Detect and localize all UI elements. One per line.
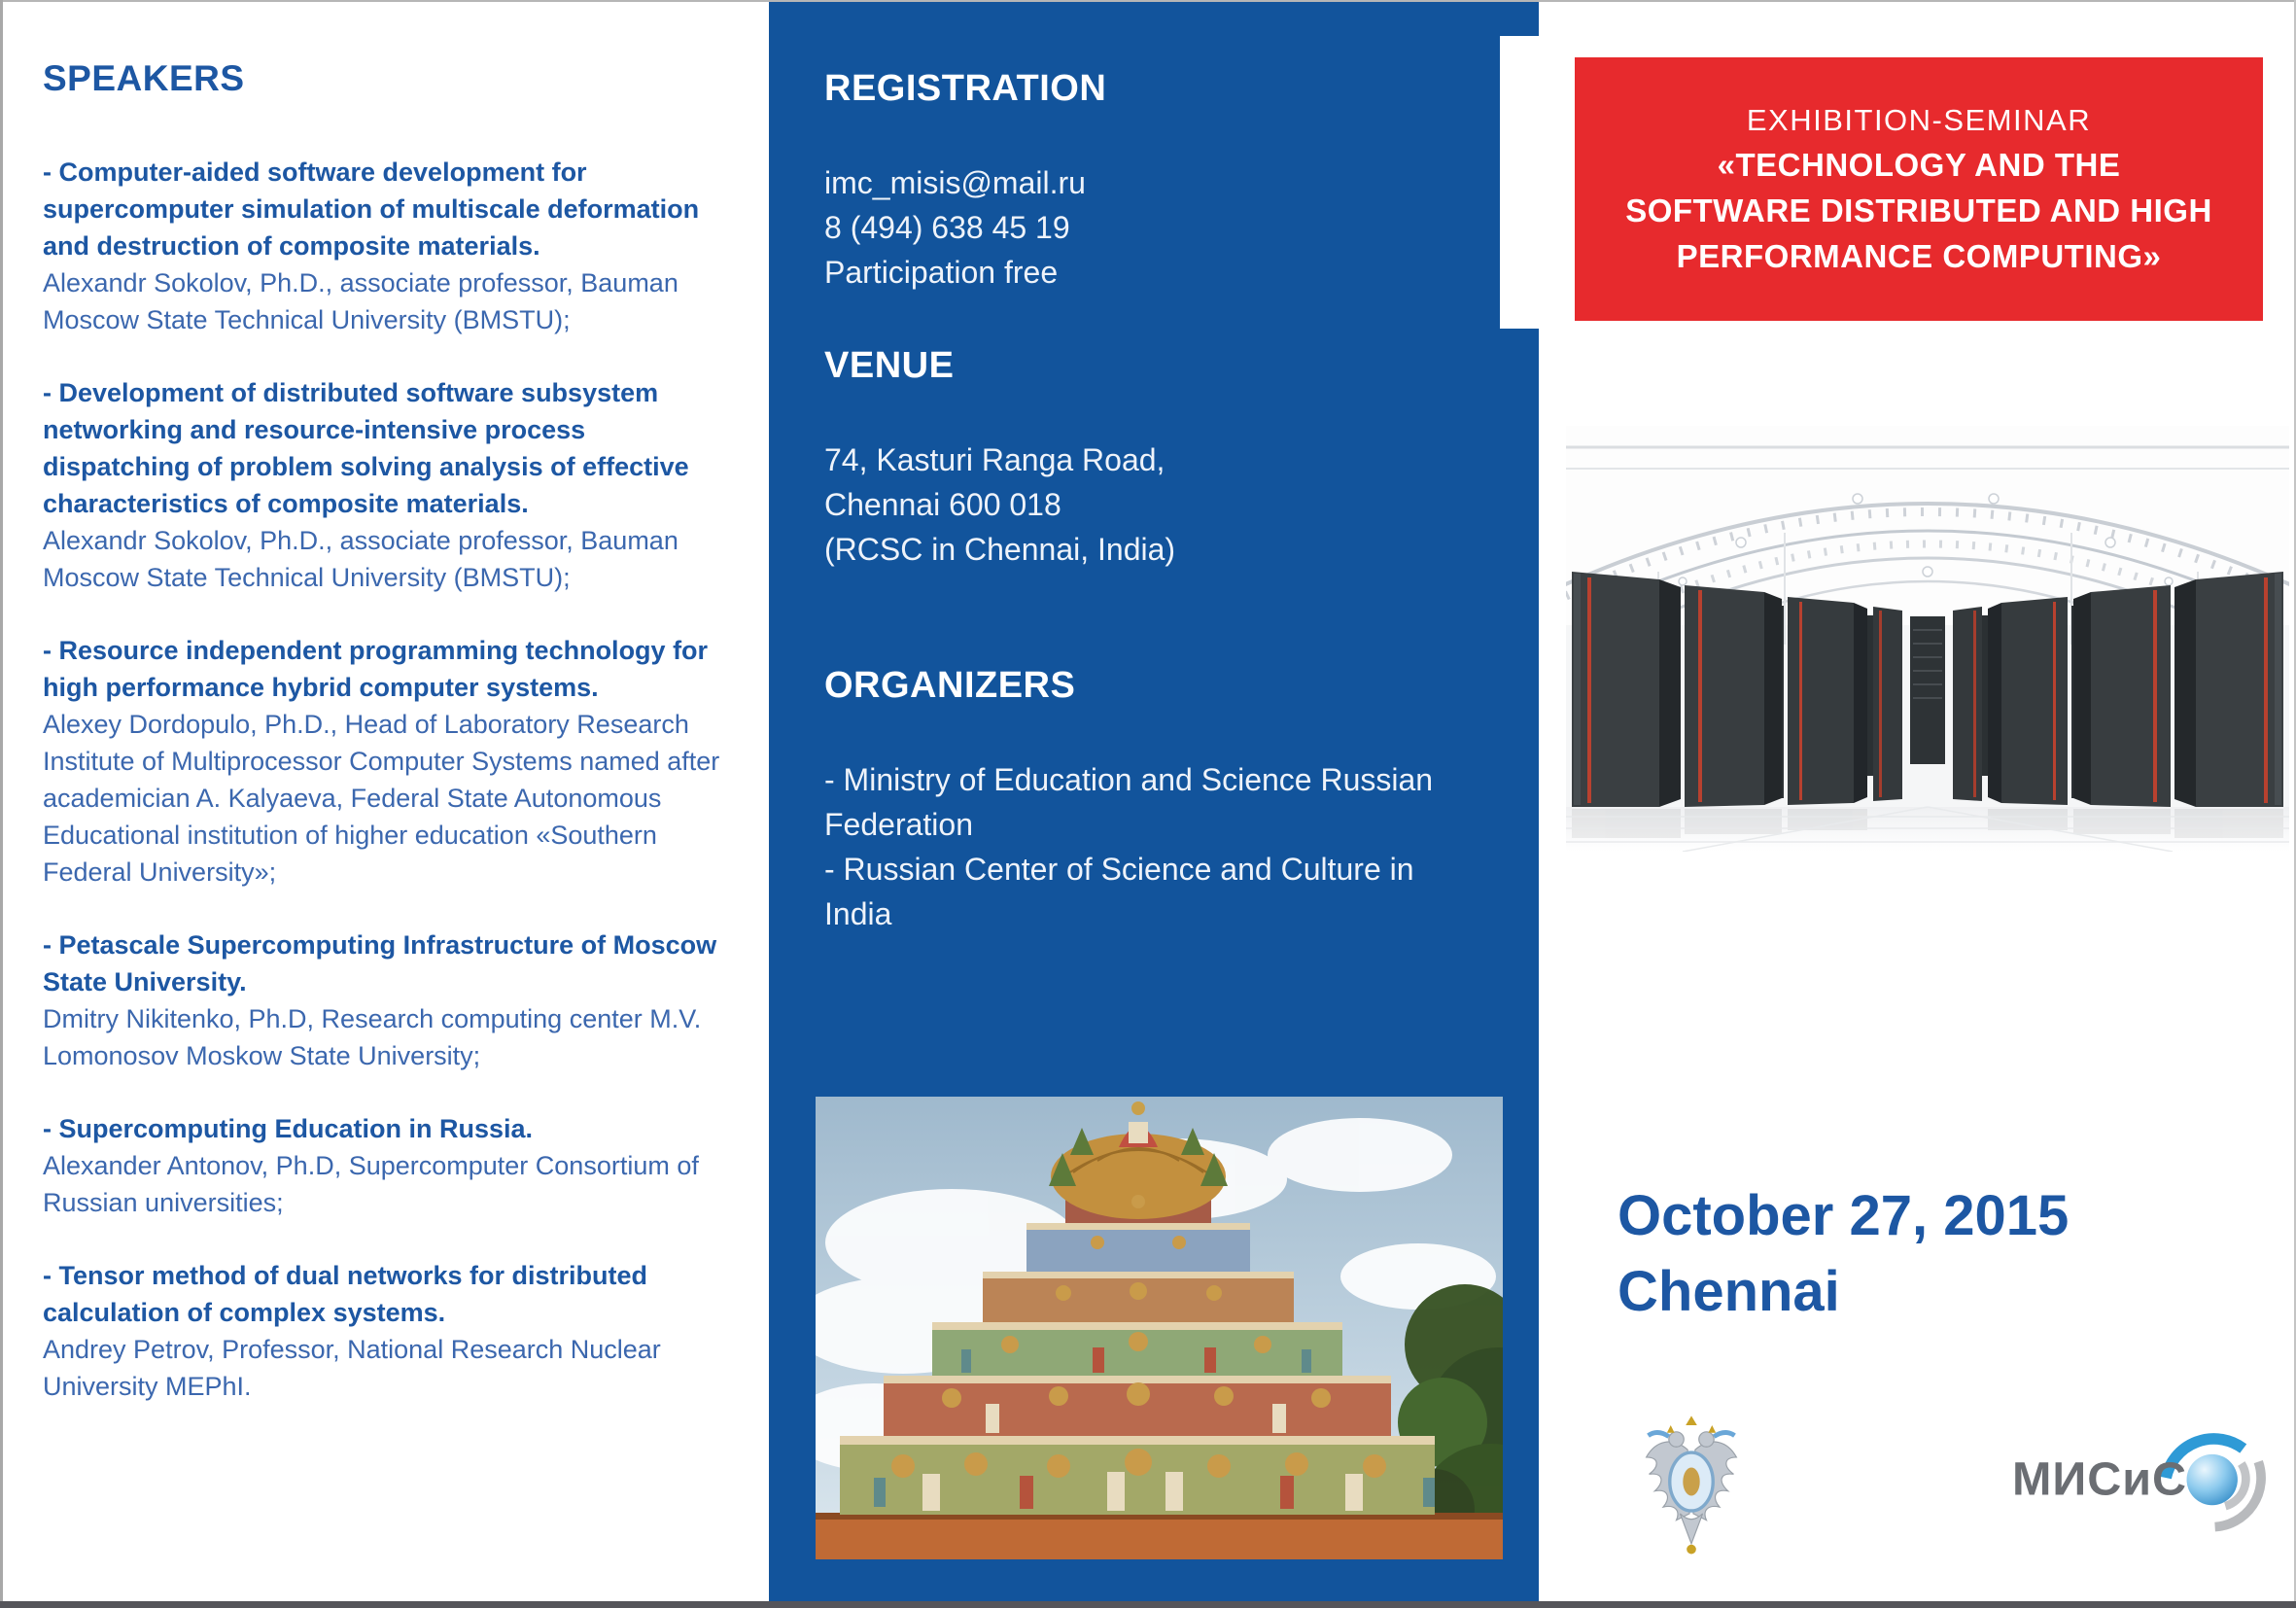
talk-topic: - Supercomputing Education in Russia. <box>43 1114 534 1143</box>
registration-fee: Participation free <box>824 255 1059 290</box>
eagle-icon <box>1635 1408 1748 1557</box>
venue-address-line: (RCSC in Chennai, India) <box>824 532 1176 567</box>
talk-topic: - Petascale Supercomputing Infrastructure of Moscow State University. <box>43 930 717 996</box>
banner-kicker: EXHIBITION-SEMINAR <box>1746 103 2092 137</box>
event-banner <box>1575 57 2263 321</box>
organizers-heading: ORGANIZERS <box>824 665 1076 706</box>
event-date-block <box>1618 1178 2069 1330</box>
misis-logo <box>2012 1417 2267 1544</box>
venue-address-line: 74, Kasturi Ranga Road, <box>824 442 1165 477</box>
temple-photo <box>816 1097 1503 1559</box>
misis-logo-text: МИСиС <box>2012 1452 2187 1506</box>
banner-title-line: SOFTWARE DISTRIBUTED AND HIGH <box>1625 192 2212 228</box>
registration-details <box>824 160 1500 295</box>
speaker-item <box>43 154 737 338</box>
banner-title-line: PERFORMANCE COMPUTING» <box>1676 238 2162 274</box>
event-city: Chennai <box>1618 1260 1840 1323</box>
speakers-title: SPEAKERS <box>43 58 245 98</box>
banner-title-line: «TECHNOLOGY AND THE <box>1717 147 2121 183</box>
page-edge <box>0 0 2296 2</box>
talk-speaker: Alexandr Sokolov, Ph.D., associate professor, Bauman Moscow State Technical University (BMSTU); <box>43 526 678 592</box>
speaker-list <box>43 154 737 1405</box>
speaker-item <box>43 1110 737 1221</box>
supercomputer-photo <box>1566 426 2289 852</box>
venue-address-line: Chennai 600 018 <box>824 487 1061 522</box>
talk-speaker: Dmitry Nikitenko, Ph.D, Research computing center M.V. Lomonosov Moskow State University; <box>43 1004 702 1070</box>
speaker-item <box>43 632 737 891</box>
speaker-item <box>43 1257 737 1405</box>
venue-heading: VENUE <box>824 345 955 386</box>
organizer-item: - Ministry of Education and Science Russian Federation <box>824 762 1434 842</box>
ministry-emblem-logo <box>1635 1408 1748 1557</box>
talk-speaker: Andrey Petrov, Professor, National Research Nuclear University MEPhI. <box>43 1335 661 1401</box>
talk-topic: - Tensor method of dual networks for distributed calculation of complex systems. <box>43 1261 648 1327</box>
talk-speaker: Alexandr Sokolov, Ph.D., associate professor, Bauman Moscow State Technical University (BMSTU); <box>43 268 678 334</box>
talk-speaker: Alexey Dordopulo, Ph.D., Head of Laboratory Research Institute of Multiprocessor Computer Systems named after academician A. Kalyaeva, Federal State Autonomous Educational institution of higher education «Southern Federal University»; <box>43 710 720 887</box>
supercomputer-photo-art <box>1566 426 2289 852</box>
speakers-panel <box>43 58 737 1405</box>
talk-topic: - Resource independent programming technology for high performance hybrid computer systems. <box>43 636 709 702</box>
page-edge <box>0 0 3 1608</box>
talk-speaker: Alexander Antonov, Ph.D, Supercomputer Consortium of Russian universities; <box>43 1151 699 1217</box>
event-date: October 27, 2015 <box>1618 1184 2070 1247</box>
talk-topic: - Development of distributed software subsystem networking and resource-intensive process dispatching of problem solving analysis of effective characteristics of composite materials. <box>43 378 689 518</box>
registration-email: imc_misis@mail.ru <box>824 165 1086 200</box>
speaker-item <box>43 374 737 596</box>
talk-topic: - Computer-aided software development for supercomputer simulation of multiscale deformation and destruction of composite materials. <box>43 157 700 261</box>
info-panel <box>769 0 1539 1602</box>
page-edge <box>0 1601 2296 1608</box>
temple-photo-art <box>816 1097 1503 1559</box>
misis-logo-art <box>2012 1417 2267 1544</box>
organizer-item: - Russian Center of Science and Culture in India <box>824 852 1414 931</box>
organizers-details <box>824 757 1451 936</box>
venue-details <box>824 437 1500 572</box>
speaker-item <box>43 926 737 1074</box>
registration-phone: 8 (494) 638 45 19 <box>824 210 1070 245</box>
registration-heading: REGISTRATION <box>824 68 1107 109</box>
